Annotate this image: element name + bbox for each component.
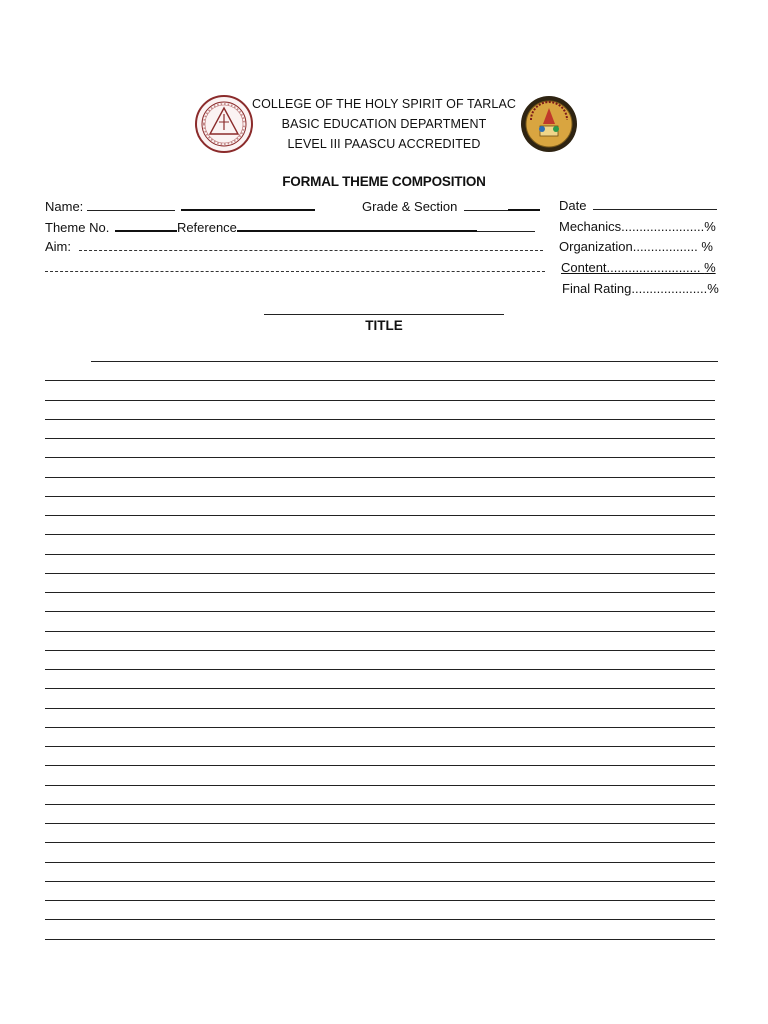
writing-line[interactable] — [45, 457, 715, 458]
writing-line[interactable] — [45, 939, 715, 940]
mechanics-rating[interactable]: Mechanics.......................% — [559, 219, 716, 234]
date-field[interactable] — [559, 197, 717, 214]
aim-field[interactable] — [45, 238, 543, 255]
date-label: Date — [559, 198, 587, 213]
final-rating[interactable]: Final Rating.....................% — [562, 281, 719, 296]
writing-line[interactable] — [45, 477, 715, 478]
percent-sign: % — [701, 239, 713, 254]
writing-line[interactable] — [45, 688, 715, 689]
writing-line[interactable] — [45, 592, 715, 593]
organization-rating[interactable]: Organization.................. % — [559, 239, 713, 254]
writing-line[interactable] — [45, 496, 715, 497]
writing-line[interactable] — [45, 746, 715, 747]
writing-line[interactable] — [45, 919, 715, 920]
writing-line[interactable] — [45, 438, 715, 439]
english-department-seal-logo — [519, 94, 579, 154]
form-header — [0, 94, 768, 154]
writing-line[interactable] — [45, 515, 715, 516]
theme-no-label: Theme No. — [45, 220, 110, 235]
writing-line[interactable] — [91, 361, 718, 362]
theme-no-field[interactable] — [45, 218, 535, 236]
writing-line[interactable] — [45, 862, 715, 863]
writing-line[interactable] — [45, 804, 715, 805]
writing-line[interactable] — [45, 650, 715, 651]
writing-line[interactable] — [45, 669, 715, 670]
reference-label: Reference — [176, 220, 237, 235]
content-label: Content — [561, 260, 607, 275]
accreditation: LEVEL III PAASCU ACCREDITED — [287, 137, 481, 151]
percent-sign: % — [707, 281, 719, 296]
form-title: FORMAL THEME COMPOSITION — [282, 174, 486, 189]
content-rating[interactable]: Content.......................... % — [561, 260, 716, 275]
writing-line[interactable] — [45, 631, 715, 632]
writing-line[interactable] — [45, 900, 715, 901]
writing-line[interactable] — [45, 785, 715, 786]
aim-continuation[interactable] — [45, 259, 545, 276]
writing-line[interactable] — [45, 380, 715, 381]
writing-line[interactable] — [45, 534, 715, 535]
writing-line[interactable] — [45, 823, 715, 824]
writing-line[interactable] — [45, 708, 715, 709]
writing-line[interactable] — [45, 400, 715, 401]
grade-section-label: Grade & Section — [362, 199, 458, 214]
school-name: COLLEGE OF THE HOLY SPIRIT OF TARLAC — [251, 97, 517, 111]
writing-line[interactable] — [45, 419, 715, 420]
percent-sign: % — [704, 260, 716, 275]
title-blank[interactable] — [264, 314, 504, 315]
school-name-block — [234, 94, 534, 154]
title-label: TITLE — [365, 318, 403, 333]
writing-line[interactable] — [45, 842, 715, 843]
writing-line[interactable] — [45, 881, 715, 882]
writing-line[interactable] — [45, 611, 715, 612]
writing-line[interactable] — [45, 727, 715, 728]
percent-sign: % — [704, 219, 716, 234]
final-rating-label: Final Rating — [562, 281, 632, 296]
writing-line[interactable] — [45, 765, 715, 766]
name-label: Name: — [45, 199, 84, 214]
department-name: BASIC EDUCATION DEPARTMENT — [281, 117, 487, 131]
grade-section-field[interactable] — [362, 197, 540, 215]
name-field[interactable] — [45, 197, 315, 215]
writing-line[interactable] — [45, 573, 715, 574]
organization-label: Organization — [559, 239, 633, 254]
mechanics-label: Mechanics — [559, 219, 622, 234]
writing-line[interactable] — [45, 554, 715, 555]
aim-label: Aim: — [45, 239, 71, 254]
